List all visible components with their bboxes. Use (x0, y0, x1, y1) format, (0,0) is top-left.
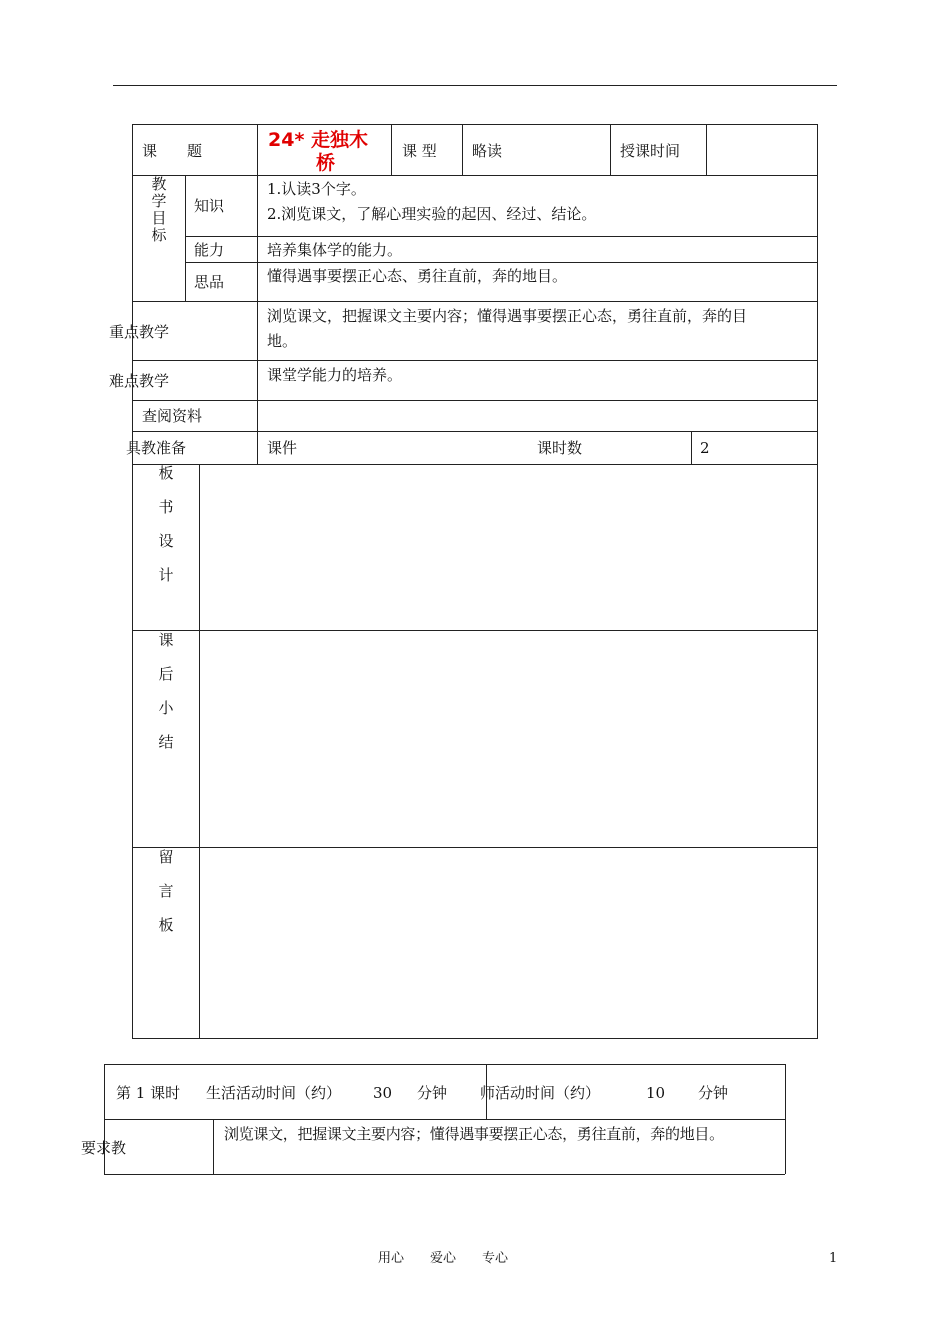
after-class-summary-label: 课后小结 (158, 631, 174, 751)
reference-label: 查阅资料 (142, 407, 203, 425)
period-number: 第 1 课时 (116, 1084, 181, 1102)
key-points-line1: 浏览课文，把握课文主要内容；懂得遇事要摆正心态，勇往直前，奔的目 (267, 307, 748, 325)
key-points-line2: 地。 (267, 332, 298, 350)
topic-label: 课 题 (142, 142, 203, 160)
lesson-title-line2: 桥 (316, 152, 336, 174)
teaching-requirements-label: 要求教 (81, 1139, 127, 1157)
page-number: 1 (829, 1251, 838, 1266)
knowledge-item-2: 2.浏览课文，了解心理实验的起因、经过、结论。 (267, 205, 597, 223)
teaching-requirements-value: 浏览课文，把握课文主要内容；懂得遇事要摆正心态，勇往直前，奔的地目。 (224, 1125, 724, 1143)
lesson-title-line1: 24* 走独木 (268, 129, 368, 151)
class-time-label: 授课时间 (620, 142, 681, 160)
morality-label: 思品 (194, 273, 225, 291)
teaching-aids-label: 具教准备 (126, 439, 187, 457)
teaching-goals-label: 教学目标 (151, 175, 167, 244)
difficult-points-label: 难点教学 (109, 372, 170, 390)
lesson-type-label: 课 型 (402, 142, 437, 160)
student-activity-unit: 分钟 (417, 1084, 448, 1102)
knowledge-item-1: 1.认读3个字。 (267, 180, 366, 198)
ability-value: 培养集体学的能力。 (267, 241, 403, 259)
difficult-points-value: 课堂学能力的培养。 (267, 366, 403, 384)
message-board-label: 留言板 (158, 848, 174, 934)
periods-value: 2 (700, 439, 710, 457)
key-points-label: 重点教学 (109, 323, 170, 341)
student-activity-label: 生活活动时间（约） (206, 1084, 342, 1102)
blackboard-design-label: 板书设计 (158, 464, 174, 584)
student-activity-value: 30 (373, 1084, 393, 1102)
periods-label: 课时数 (537, 439, 583, 457)
teacher-activity-label: 师活动时间（约） (480, 1084, 601, 1102)
morality-value: 懂得遇事要摆正心态、勇往直前，奔的地目。 (267, 267, 568, 285)
teacher-activity-unit: 分钟 (698, 1084, 729, 1102)
ability-label: 能力 (194, 241, 225, 259)
footer-motto: 用心 爱心 专心 (378, 1251, 509, 1266)
knowledge-label: 知识 (194, 197, 225, 215)
lesson-type-value: 略读 (472, 142, 503, 160)
teaching-aids-value: 课件 (267, 439, 298, 457)
header-rule (113, 85, 837, 86)
teacher-activity-value: 10 (646, 1084, 666, 1102)
